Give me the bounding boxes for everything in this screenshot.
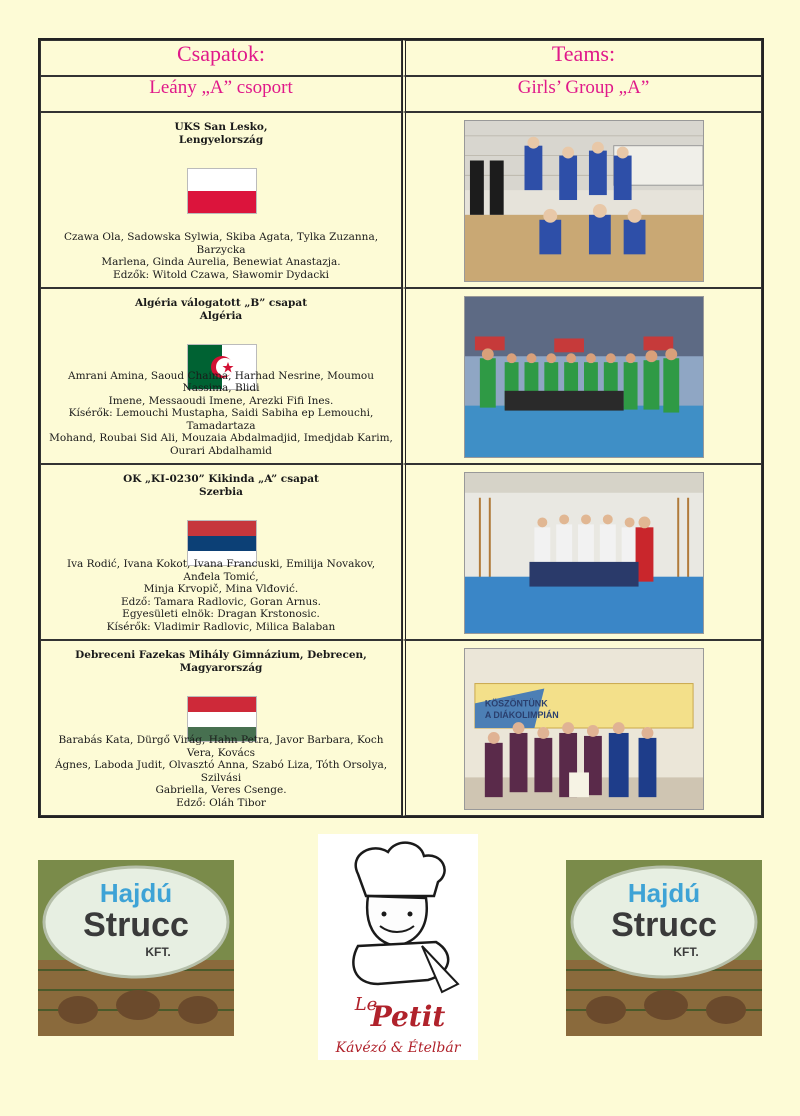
team-info [40,112,402,288]
chef-icon [318,834,478,1060]
hajdu-text: Hajdú [99,878,173,908]
roster-line: Ágnes, Laboda Judit, Olvasztó Anna, Szabó Liza, Tóth Orsolya, Szilvási [54,759,388,784]
team-photo [464,472,704,634]
team-name: UKS San Lesko, [174,121,268,133]
strucc-text: Strucc [83,906,189,944]
roster-line: Egyesületi elnök: Dragan Krstonosic. [122,608,320,620]
roster-line: Barabás Kata, Dürgő Virág, Hahn Petra, Javor Barbara, Koch Vera, Kovács [58,734,384,759]
roster-line: Kísérők: Vladimir Radlovic, Milica Balaban [106,620,336,633]
header-en-title: Teams: [402,40,762,76]
hajdu-strucc-logo-right [566,860,762,1036]
team-row [40,288,762,464]
hajdu-strucc-logo-icon [38,860,234,1036]
team-info [40,288,402,464]
header-en-group: Girls’ Group „A” [402,76,762,112]
roster-line: Mohand, Roubai Sid Ali, Mouzaia Abdalmadjid, Imedjdab Karim, [49,432,393,444]
roster-line: Minja Krvopič, Mina Vlđović. [143,583,299,595]
team-country: Magyarország [179,661,263,674]
team-roster [49,370,393,458]
roster-line: Imene, Messaoudi Imene, Arezki Fifi Ines. [108,394,334,407]
roster-line: Czawa Ola, Sadowska Sylwia, Skiba Agata, Tylka Zuzanna, Barzycka [63,231,379,256]
team-photo [464,648,704,810]
team-roster [49,231,393,281]
strucc-text: Strucc [611,906,717,944]
team-photo-cell [402,288,762,464]
team-country: Lengyelország [178,133,264,146]
roster-line: Edző: Tamara Radlovic, Goran Arnus. [121,595,321,608]
petit-text: Petit [370,1000,446,1033]
banner-text-1: KÖSZÖNTÜNK [484,698,548,709]
banner-text-2: A DIÁKOLIMPIÁN [484,710,559,721]
roster-line: Edzők: Witold Czawa, Sławomir Dydacki [113,268,329,281]
kft-text: KFT. [673,945,699,959]
poland-flag-icon [188,169,256,213]
team-photo-cell [402,464,762,640]
team-info [40,640,402,816]
team-row [40,640,762,816]
roster-line: Iva Rodić, Ivana Kokot, Ivana Francuski, Emilija Novakov, Anđela Tomić, [66,558,376,583]
team-name: Algéria válogatott „B” csapat [134,297,308,309]
team-row [40,464,762,640]
team-photo [464,296,704,458]
roster-line: Ourari Abdalhamid [169,444,273,457]
header-hu-title: Csapatok: [40,40,402,76]
hajdu-text: Hajdú [627,878,701,908]
team-country: Algéria [199,309,243,322]
team-name: Debreceni Fazekas Mihály Gimnázium, Debrecen, [75,649,367,661]
roster-line: Amrani Amina, Saoud Chaima, Harhad Nesrine, Moumou Nassima, Blidi [68,369,374,394]
team-roster [49,734,393,809]
team-photo-cell [402,640,762,816]
team-photo-cell [402,112,762,288]
kavezo-text: Kávézó & Ételbár [335,1040,461,1056]
hajdu-strucc-logo-left [38,860,234,1036]
roster-line: Edző: Oláh Tibor [176,796,266,809]
team-row [40,112,762,288]
team-info [40,464,402,640]
le-petit-logo [318,834,478,1060]
hajdu-strucc-logo-icon [566,860,762,1036]
roster-line: Gabriella, Veres Csenge. [155,784,287,796]
team-country: Szerbia [199,485,243,498]
team-name: OK „KI-0230” Kikinda „A” csapat [123,473,319,485]
roster-line: Marlena, Ginda Aurelia, Benewiat Anastazja. [101,256,341,268]
header-hu-group: Leány „A” csoport [40,76,402,112]
team-photo [464,120,704,282]
le-text: Le [354,994,378,1015]
kft-text: KFT. [145,945,171,959]
teams-table [38,38,764,818]
roster-line: Kísérők: Lemouchi Mustapha, Saidi Sabiha ep Lemouchi, Tamadartaza [68,407,374,432]
team-roster [49,558,393,633]
